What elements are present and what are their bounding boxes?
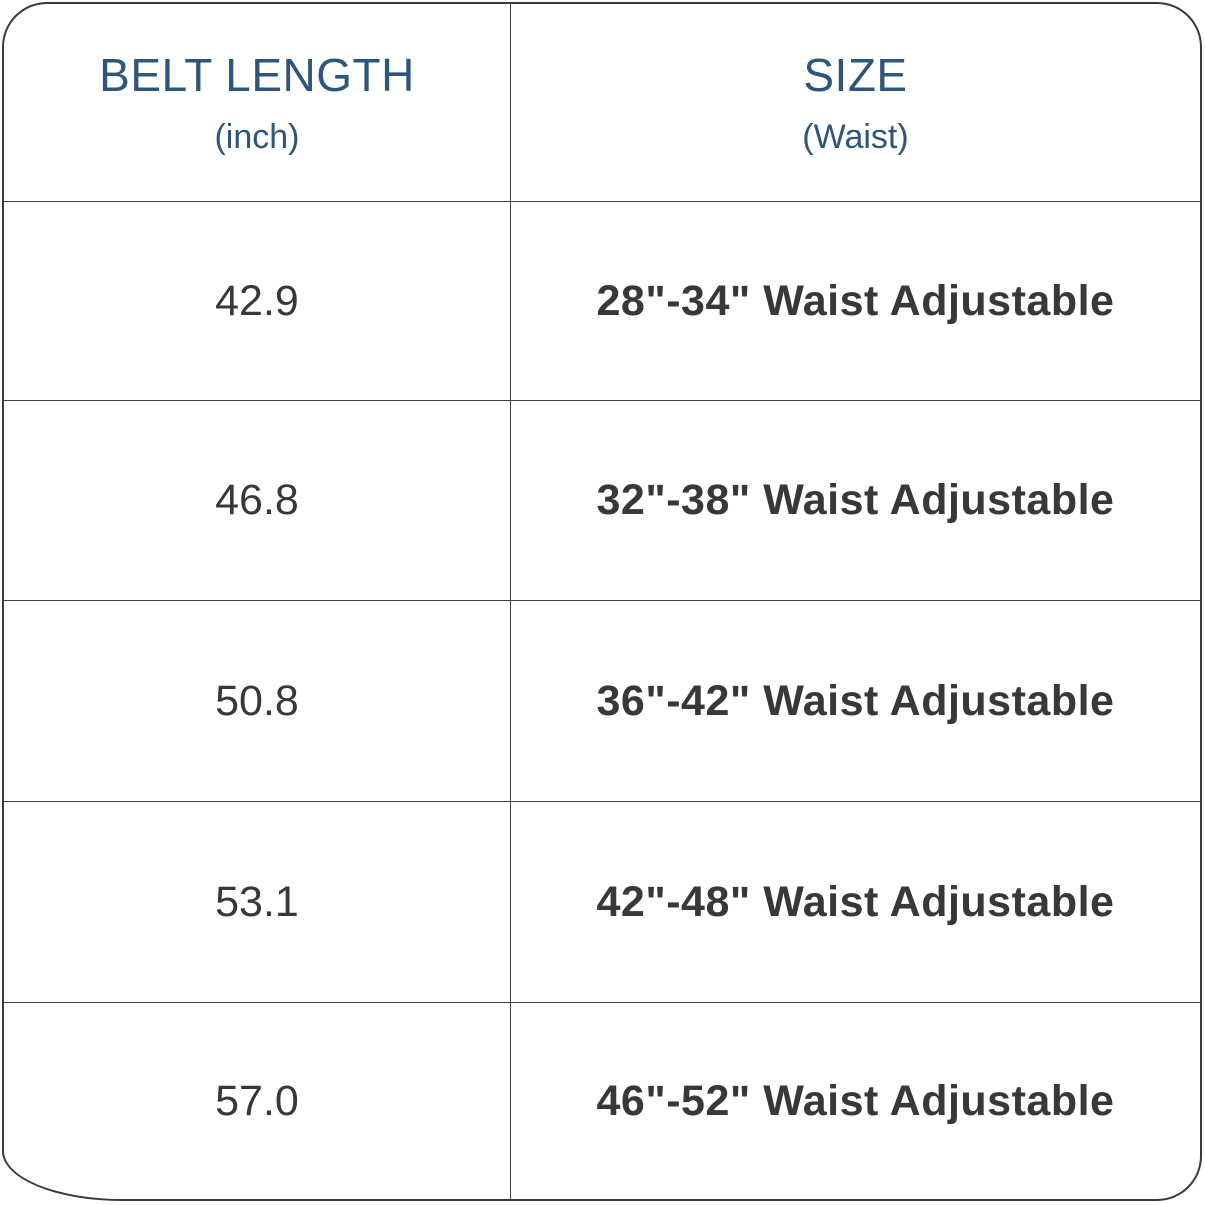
- belt-size-chart: [2, 2, 1202, 1201]
- size-cell: [511, 1002, 1200, 1199]
- belt-length-value: 57.0: [215, 1076, 299, 1125]
- size-table: [4, 4, 1200, 1199]
- size-value: 42"-48" Waist Adjustable: [596, 877, 1115, 926]
- belt-length-value: 46.8: [215, 476, 299, 524]
- belt-length-value: 42.9: [215, 276, 299, 325]
- size-cell: [511, 600, 1200, 801]
- size-column-unit: (Waist): [802, 118, 909, 156]
- belt-length-value: 53.1: [215, 877, 299, 926]
- size-cell: [511, 201, 1200, 400]
- size-column-title: SIZE: [803, 49, 908, 101]
- size-cell: [511, 801, 1200, 1002]
- size-value: 28"-34" Waist Adjustable: [596, 276, 1115, 325]
- belt-length-cell: [4, 600, 511, 801]
- size-cell: [511, 400, 1200, 600]
- belt-length-cell: [4, 801, 511, 1002]
- size-value: 32"-38" Waist Adjustable: [596, 476, 1115, 524]
- belt-length-header-cell: [4, 4, 511, 201]
- belt-length-value: 50.8: [215, 676, 299, 725]
- belt-length-cell: [4, 1002, 511, 1199]
- size-header-cell: [511, 4, 1200, 201]
- belt-length-cell: [4, 400, 511, 600]
- size-value: 36"-42" Waist Adjustable: [596, 676, 1115, 725]
- belt-length-column-unit: (inch): [214, 118, 300, 156]
- belt-length-column-title: BELT LENGTH: [99, 49, 415, 101]
- belt-length-cell: [4, 201, 511, 400]
- size-value: 46"-52" Waist Adjustable: [596, 1076, 1115, 1125]
